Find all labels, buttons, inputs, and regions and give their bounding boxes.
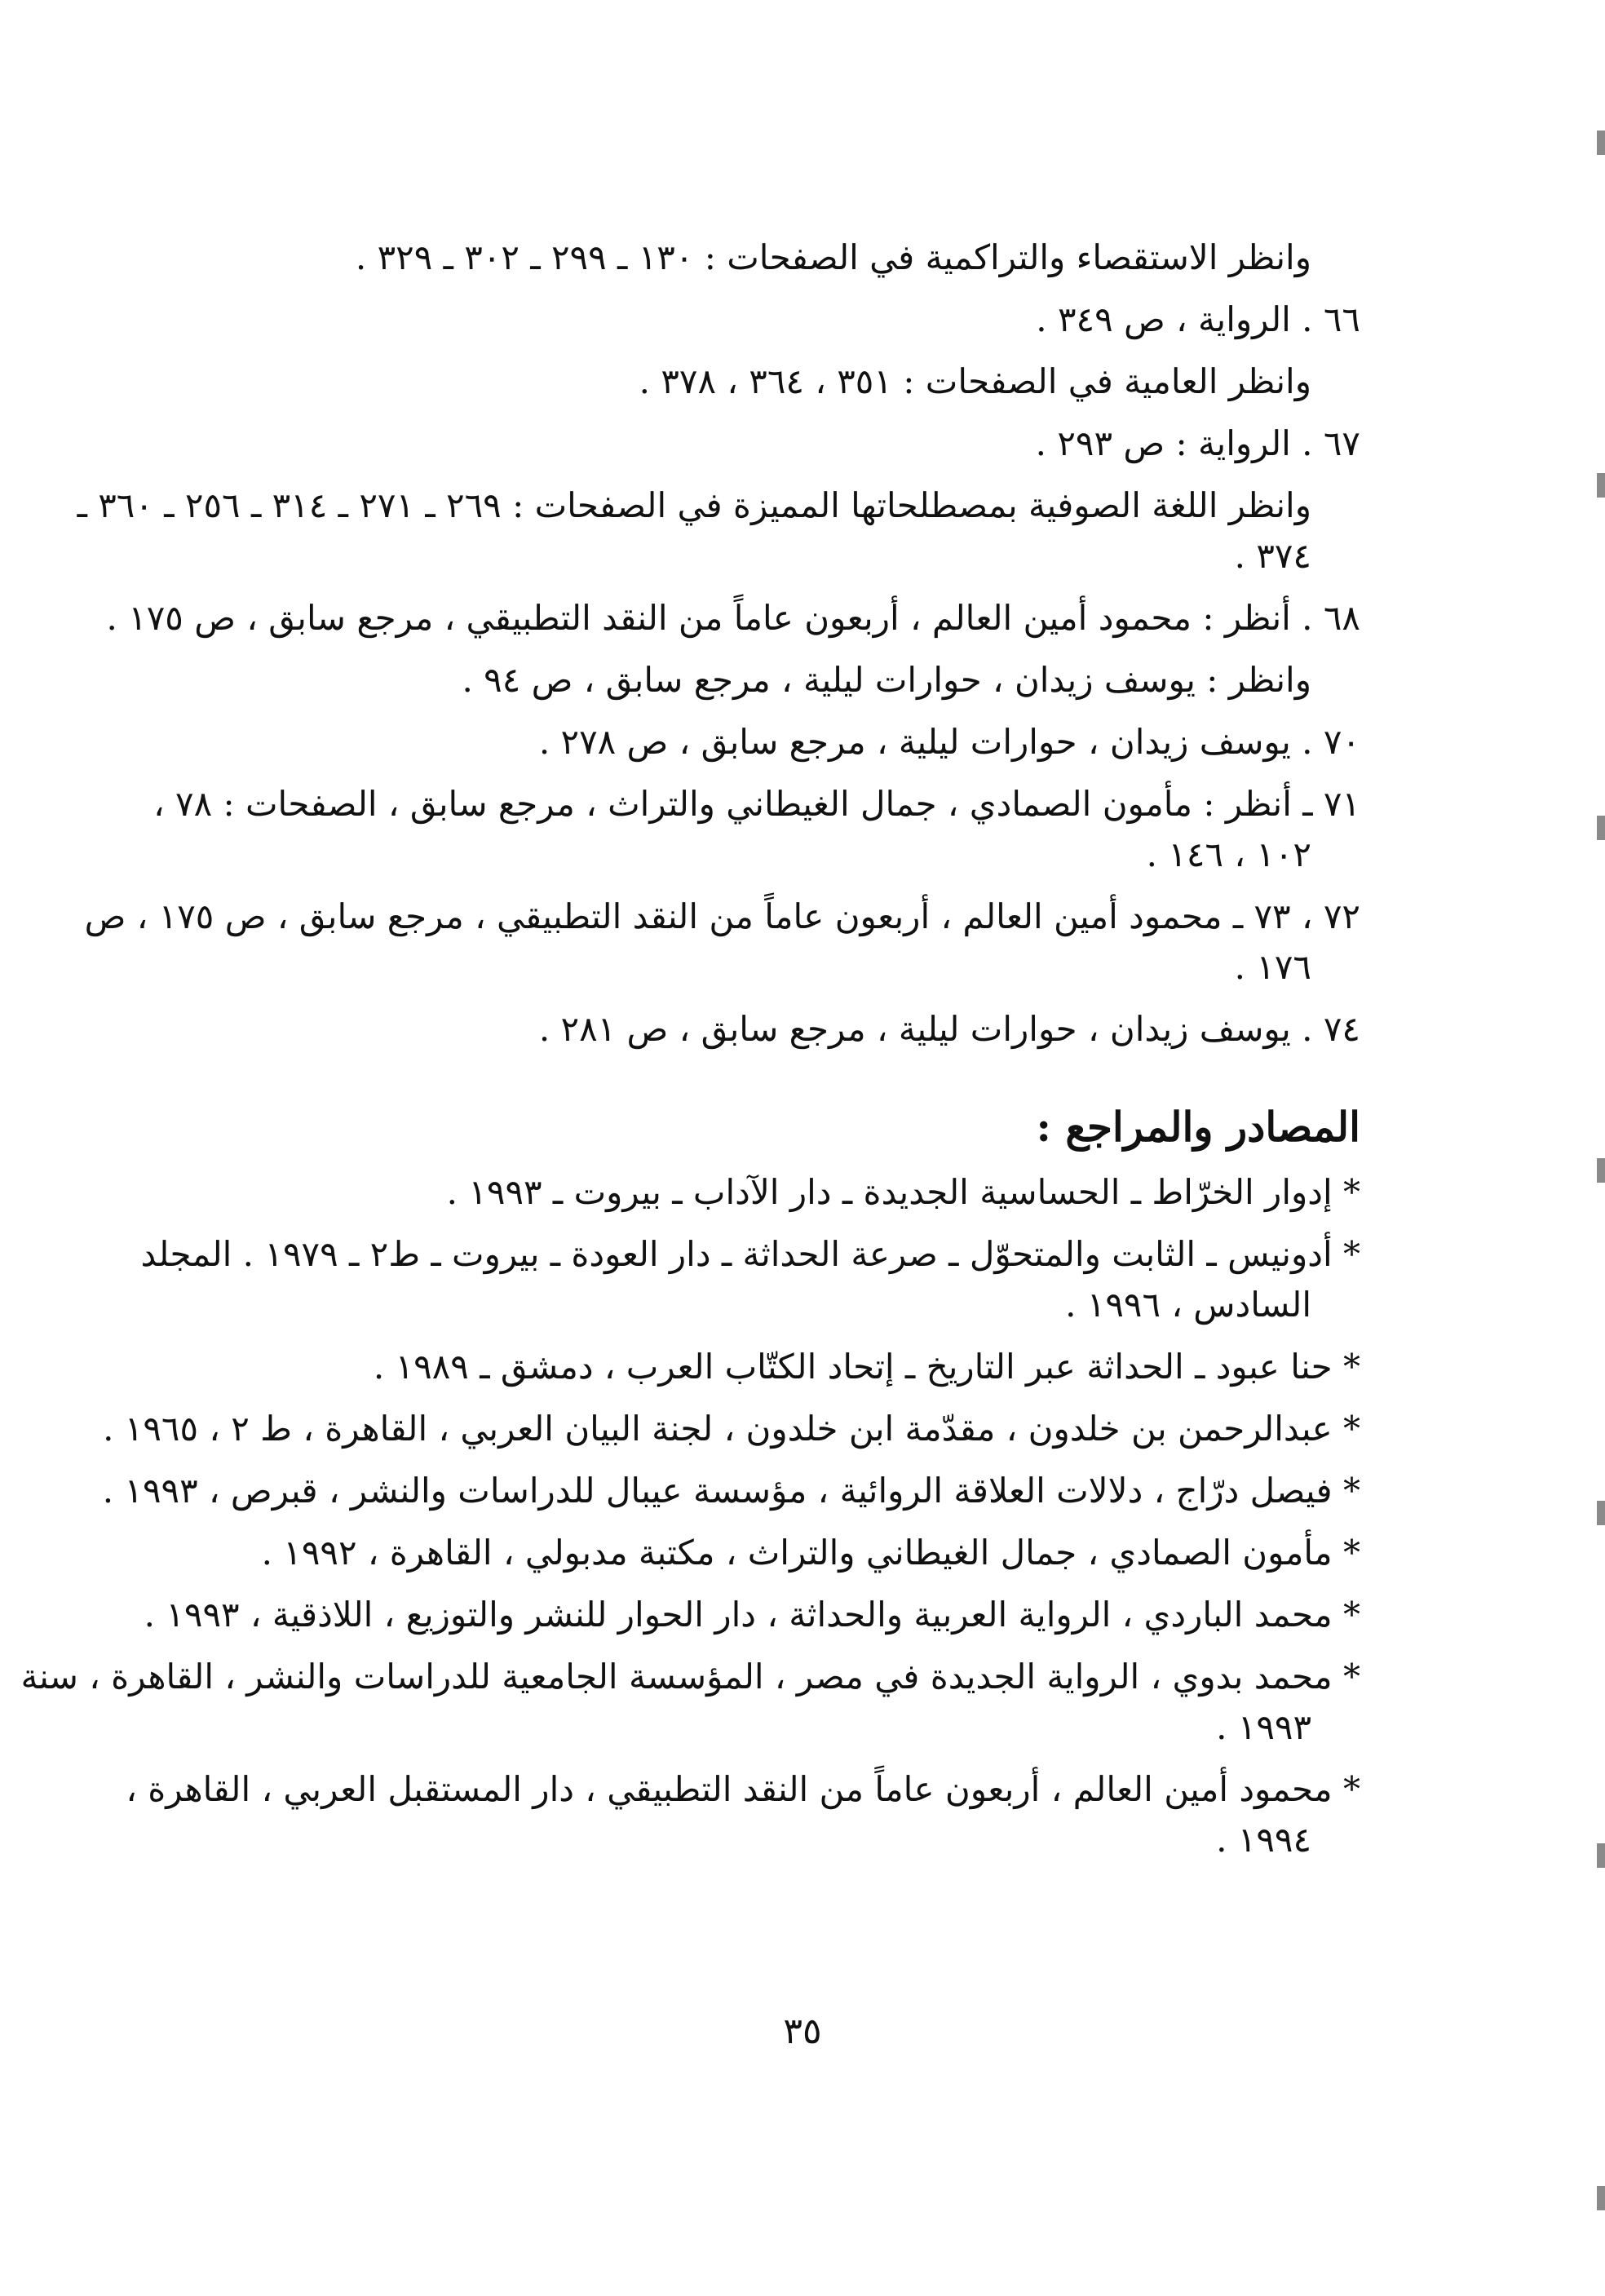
reference-entry-line: * مأمون الصمادي ، جمال الغيطاني والتراث ، مكتبة مدبولي ، القاهرة ، ١٩٩٢ .: [261, 1533, 1360, 1573]
endnote: [208, 294, 1360, 345]
reference-entry-line: ١٩٩٣ .: [1216, 1707, 1311, 1747]
reference-entry-line: * محمود أمين العالم ، أربعون عاماً من النقد التطبيقي ، دار المستقبل العربي ، القاهرة ،: [126, 1769, 1360, 1809]
references-heading: المصادر والمراجع :: [1036, 1103, 1360, 1151]
reference-entry-line: السادس ، ١٩٩٦ .: [1065, 1285, 1311, 1325]
text-block: [20, 232, 1360, 1877]
endnote: [84, 891, 1360, 993]
reference-entry-line: * حنا عبود ـ الحداثة عبر التاريخ ـ إتحاد الكتّاب العرب ، دمشق ـ ١٩٨٩ .: [373, 1347, 1360, 1387]
endnote: [208, 717, 1360, 768]
reference-entry: [208, 1528, 1360, 1578]
endnote: [153, 779, 1360, 880]
endnote-line: ١٧٦ .: [1234, 947, 1311, 987]
reference-entry-line: * عبدالرحمن بن خلدون ، مقدّمة ابن خلدون ، لجنة البيان العربي ، القاهرة ، ط ٢ ، ١٩٦٥ .: [103, 1409, 1360, 1449]
endnotes-list: [77, 232, 1360, 1055]
reference-entry: [140, 1229, 1360, 1330]
endnote-line: وانظر الاستقصاء والتراكمية في الصفحات : ١٣٠ ـ ٢٩٩ ـ ٣٠٢ ـ ٣٢٩ .: [355, 237, 1311, 277]
endnote-line: ٧٢ ، ٧٣ ـ محمود أمين العالم ، أربعون عاماً من النقد التطبيقي ، مرجع سابق ، ص ١٧٥ ، ص: [84, 896, 1360, 936]
endnote: [208, 356, 1360, 407]
reference-entry: [144, 1590, 1360, 1640]
references-list: [20, 1167, 1360, 1865]
endnote: [106, 593, 1360, 644]
endnote-line: وانظر اللغة الصوفية بمصطلحاتها المميزة في الصفحات : ٢٦٩ ـ ٢٧١ ـ ٣١٤ ـ ٢٥٦ ـ ٣٦٠ ـ: [77, 485, 1311, 525]
endnote-line: ٧٤ . يوسف زيدان ، حوارات ليلية ، مرجع سابق ، ص ٢٨١ .: [538, 1009, 1360, 1049]
endnote-line: وانظر العامية في الصفحات : ٣٥١ ، ٣٦٤ ، ٣٧٨ .: [639, 361, 1311, 401]
reference-entry-line: ١٩٩٤ .: [1216, 1820, 1311, 1860]
endnote-line: وانظر : يوسف زيدان ، حوارات ليلية ، مرجع سابق ، ص ٩٤ .: [462, 660, 1311, 700]
endnote: [208, 1004, 1360, 1055]
reference-entry: [126, 1764, 1360, 1865]
endnote-line: ٦٦ . الرواية ، ص ٣٤٩ .: [1036, 299, 1360, 339]
endnote: [77, 480, 1360, 582]
reference-entry: [20, 1652, 1360, 1753]
reference-entry-line: * محمد الباردي ، الرواية العربية والحداثة ، دار الحوار للنشر والتوزيع ، اللاذقية ، ١٩٩٣ .: [144, 1595, 1360, 1635]
reference-entry: [103, 1404, 1360, 1454]
reference-entry-line: * فيصل درّاج ، دلالات العلاقة الروائية ، مؤسسة عيبال للدراسات والنشر ، قبرص ، ١٩٩٣ .: [102, 1471, 1360, 1511]
reference-entry: [102, 1466, 1360, 1516]
endnote-line: ٦٨ . أنظر : محمود أمين العالم ، أربعون عاماً من النقد التطبيقي ، مرجع سابق ، ص ١٧٥ .: [106, 598, 1360, 638]
endnote-line: ٧١ ـ أنظر : مأمون الصمادي ، جمال الغيطاني والتراث ، مرجع سابق ، الصفحات : ٧٨ ،: [153, 784, 1360, 824]
endnote-line: ١٠٢ ، ١٤٦ .: [1146, 834, 1311, 874]
reference-entry: [208, 1167, 1360, 1218]
endnote-line: ٦٧ . الرواية : ص ٢٩٣ .: [1035, 423, 1360, 463]
reference-entry-line: * إدوار الخرّاط ـ الحساسية الجديدة ـ دار الآداب ـ بيروت ـ ١٩٩٣ .: [446, 1172, 1360, 1212]
reference-entry: [208, 1342, 1360, 1392]
endnote: [208, 232, 1360, 283]
endnote-line: ٧٠ . يوسف زيدان ، حوارات ليلية ، مرجع سابق ، ص ٢٧٨ .: [538, 722, 1360, 762]
reference-entry-line: * أدونيس ـ الثابت والمتحوّل ـ صرعة الحداثة ـ دار العودة ـ بيروت ـ ط٢ ـ ١٩٧٩ . المجلد: [140, 1234, 1360, 1274]
endnote-line: ٣٧٤ .: [1234, 536, 1311, 576]
scan-edge-artifact: [1597, 0, 1605, 2296]
page-number: ٣٥: [783, 2011, 822, 2052]
endnote: [208, 418, 1360, 469]
reference-entry-line: * محمد بدوي ، الرواية الجديدة في مصر ، المؤسسة الجامعية للدراسات والنشر ، القاهرة ، سنة: [20, 1657, 1360, 1697]
endnote: [208, 655, 1360, 706]
